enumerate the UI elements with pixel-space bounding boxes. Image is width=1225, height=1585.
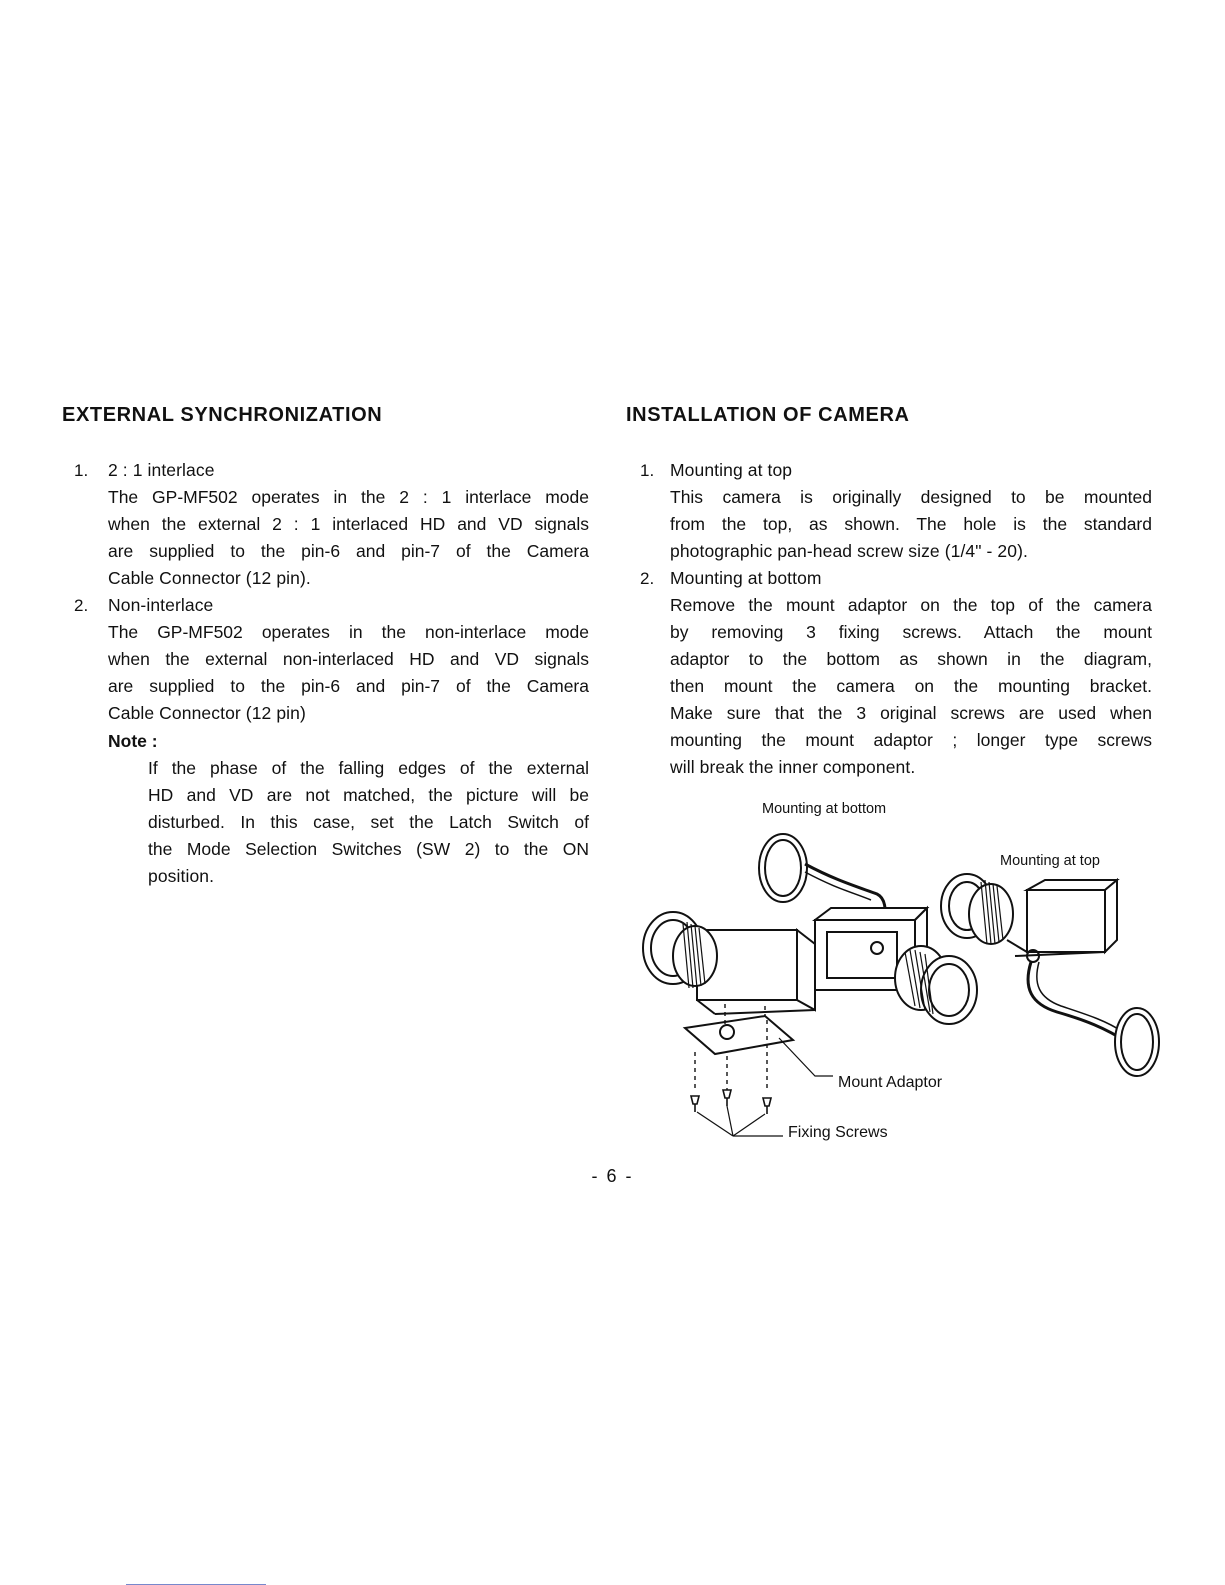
item-number: 2. <box>640 569 655 588</box>
caption-mounting-bottom: Mounting at bottom <box>762 801 887 817</box>
page-number: - 6 - <box>591 1166 634 1186</box>
note-line: If the phase of the falling edges of the external <box>148 758 589 778</box>
body-line: are supplied to the pin-6 and pin-7 of the Camera <box>108 676 589 696</box>
note-line: the Mode Selection Switches (SW 2) to the ON <box>148 839 589 859</box>
body-line: from the top, as shown. The hole is the standard <box>670 514 1152 534</box>
body-line: will break the inner component. <box>670 757 916 777</box>
body-line: mounting the mount adaptor ; longer type screws <box>670 730 1152 750</box>
note-line: HD and VD are not matched, the picture will be <box>148 785 589 805</box>
item-number: 2. <box>74 596 89 615</box>
item-title: 2 : 1 interlace <box>108 460 215 480</box>
note-line: position. <box>148 866 215 886</box>
body-line: Make sure that the 3 original screws are used when <box>670 703 1152 723</box>
camera-illustration <box>615 820 1175 1150</box>
body-line: photographic pan-head screw size (1/4" - 20). <box>670 541 1028 561</box>
item-number: 1. <box>74 461 89 480</box>
body-line: by removing 3 fixing screws. Attach the mount <box>670 622 1152 642</box>
camera-left <box>643 912 833 1136</box>
caption-mounting-top: Mounting at top <box>1000 853 1100 869</box>
body-line: This camera is originally designed to be mounted <box>670 487 1152 507</box>
caption-fixing-screws: Fixing Screws <box>788 1124 888 1141</box>
body-line: Remove the mount adaptor on the top of the camera <box>670 595 1152 615</box>
body-line: when the external non-interlaced HD and VD signals <box>108 649 589 669</box>
body-line: Cable Connector (12 pin) <box>108 703 306 723</box>
body-line: The GP-MF502 operates in the non-interlace mode <box>108 622 589 642</box>
body-line: then mount the camera on the mounting bracket. <box>670 676 1152 696</box>
body-line: Cable Connector (12 pin). <box>108 568 311 588</box>
body-line: The GP-MF502 operates in the 2 : 1 interlace mode <box>108 487 589 507</box>
note-label: Note : <box>108 731 158 751</box>
caption-mount-adaptor: Mount Adaptor <box>838 1074 943 1091</box>
body-line: when the external 2 : 1 interlaced HD and VD signals <box>108 514 589 534</box>
body-line: adaptor to the bottom as shown in the diagram, <box>670 649 1152 669</box>
section-heading-installation: INSTALLATION OF CAMERA <box>626 404 910 426</box>
note-line: disturbed. In this case, set the Latch Switch of <box>148 812 589 832</box>
item-number: 1. <box>640 461 655 480</box>
item-title: Non-interlace <box>108 595 214 615</box>
item-title: Mounting at bottom <box>670 568 822 588</box>
section-heading-external-sync: EXTERNAL SYNCHRONIZATION <box>62 404 383 426</box>
body-line: are supplied to the pin-6 and pin-7 of the Camera <box>108 541 589 561</box>
item-title: Mounting at top <box>670 460 793 480</box>
